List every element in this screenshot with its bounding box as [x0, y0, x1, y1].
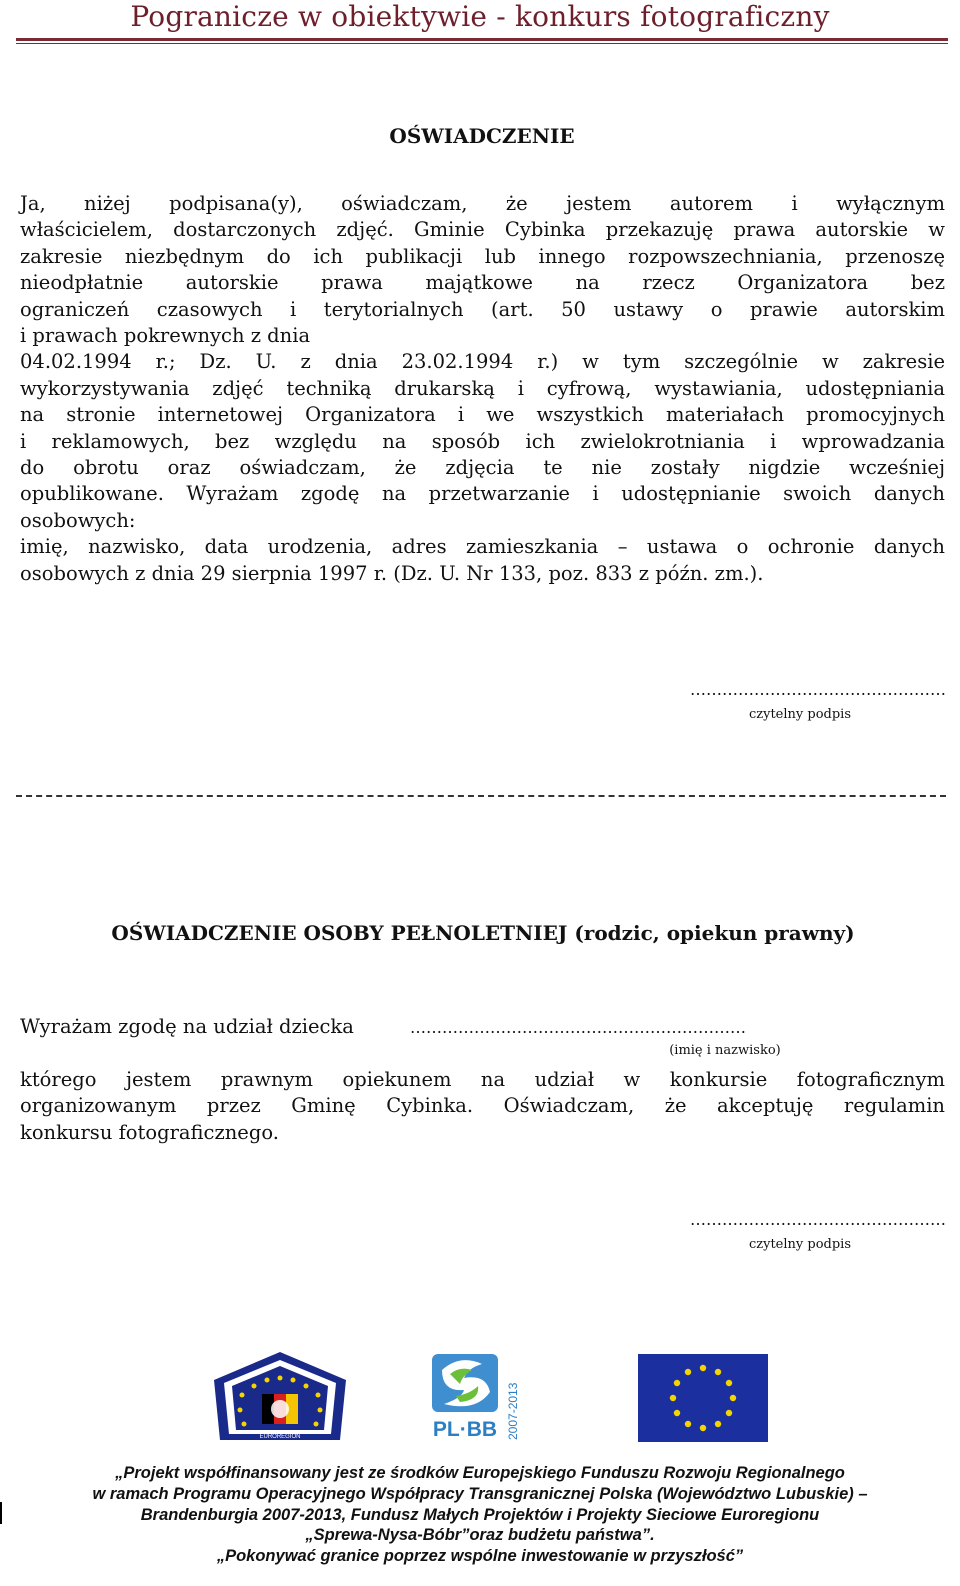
document-header-title: Pogranicze w obiektywie - konkurs fotograficzny [130, 0, 830, 33]
declaration-line: osobowych z dnia 29 sierpnia 1997 r. (Dz. U. Nr 133, poz. 833 z późn. zm.). [20, 561, 764, 585]
declaration-line: Ja, niżej podpisana(y), oświadczam, że jestem autorem i wyłącznym [20, 192, 945, 215]
declaration-line: właścicielem, dostarczonych zdjęć. Gminie Cybinka przekazuję prawa autorskie w [20, 218, 945, 242]
declaration-line: osobowych: [20, 508, 136, 532]
cut-line-divider [16, 795, 946, 797]
declaration-line: wykorzystywania zdjęć techniką drukarską i cyfrową, wystawiania, udostępniania [20, 376, 945, 400]
eu-flag-logo [638, 1354, 768, 1442]
guardian-signature-line: ………………………………………… [690, 1210, 946, 1229]
footer-line: Brandenburgia 2007-2013, Fundusz Małych Projektów i Projekty Sieciowe Euroregionu [140, 1505, 820, 1524]
child-name-line: ……………………………………………………… [410, 1018, 746, 1037]
declaration-line: 04.02.1994 r.; Dz. U. z dnia 23.02.1994 r.) w tym szczególnie w zakresie [20, 350, 945, 374]
consent-text: Wyrażam zgodę na udział dziecka [20, 1015, 354, 1038]
guardian-section-title: OŚWIADCZENIE OSOBY PEŁNOLETNIEJ (rodzic, opiekun prawny) [111, 921, 855, 945]
declaration-line: nieodpłatnie autorskie prawa majątkowe na rzecz Organizatora bez [20, 271, 945, 295]
declaration-line: i prawach pokrewnych z dnia [20, 324, 311, 348]
guardian-line: którego jestem prawnym opiekunem na udział w konkursie fotograficznym [20, 1068, 945, 1091]
child-name-caption: (imię i nazwisko) [669, 1043, 781, 1058]
guardian-line: organizowanym przez Gminę Cybinka. Oświadczam, że akceptuję regulamin [20, 1094, 945, 1118]
euroregion-logo-text: EUROREGION [259, 1434, 301, 1440]
footer-line: „Sprewa-Nysa-Bóbr”oraz budżetu państwa”. [305, 1526, 655, 1545]
footer-line: „Pokonywać granice poprzez wspólne inwestowanie w przyszłość” [216, 1547, 744, 1566]
declaration-line: imię, nazwisko, data urodzenia, adres zamieszkania – ustawa o ochronie danych [20, 535, 945, 559]
euroregion-logo [212, 1350, 348, 1442]
declaration-line: na stronie internetowej Organizatora i we wszystkich materiałach promocyjnych [20, 403, 945, 427]
declaration-line: ograniczeń czasowych i terytorialnych (art. 50 ustawy o prawie autorskim [20, 297, 945, 321]
project-footer [0, 1463, 960, 1567]
declaration-line: do obrotu oraz oświadczam, że zdjęcia te nie zostały nigdzie wcześniej [20, 456, 945, 480]
plbb-logo-text: PL·BB [432, 1418, 498, 1441]
section-title: OŚWIADCZENIE [389, 124, 575, 148]
signature-caption: czytelny podpis [748, 707, 852, 722]
plbb-logo-years: 2007-2013 [506, 1382, 520, 1440]
declaration-line: i reklamowych, bez względu na sposób ich zwielokrotniania i wprowadzania [20, 429, 945, 453]
guardian-signature-caption: czytelny podpis [748, 1237, 852, 1252]
declaration-body [20, 191, 945, 587]
signature-line: ………………………………………… [690, 680, 946, 699]
plbb-logo [420, 1340, 532, 1452]
footer-line: „Projekt współfinansowany jest ze środków Europejskiego Funduszu Rozwoju Regionalnego [115, 1464, 845, 1482]
footer-line: w ramach Programu Operacyjnego Współpracy Transgranicznej Polska (Województwo Lubuskie) – [92, 1484, 868, 1503]
guardian-body [20, 1067, 945, 1146]
declaration-line: opublikowane. Wyrażam zgodę na przetwarzanie i udostępnianie swoich danych [20, 482, 945, 506]
header-rule-thin [16, 43, 948, 44]
declaration-line: zakresie niezbędnym do ich publikacji lub innego rozpowszechniania, przenoszę [20, 244, 945, 268]
header-rule [16, 38, 948, 41]
guardian-line: konkursu fotograficznego. [20, 1120, 279, 1144]
